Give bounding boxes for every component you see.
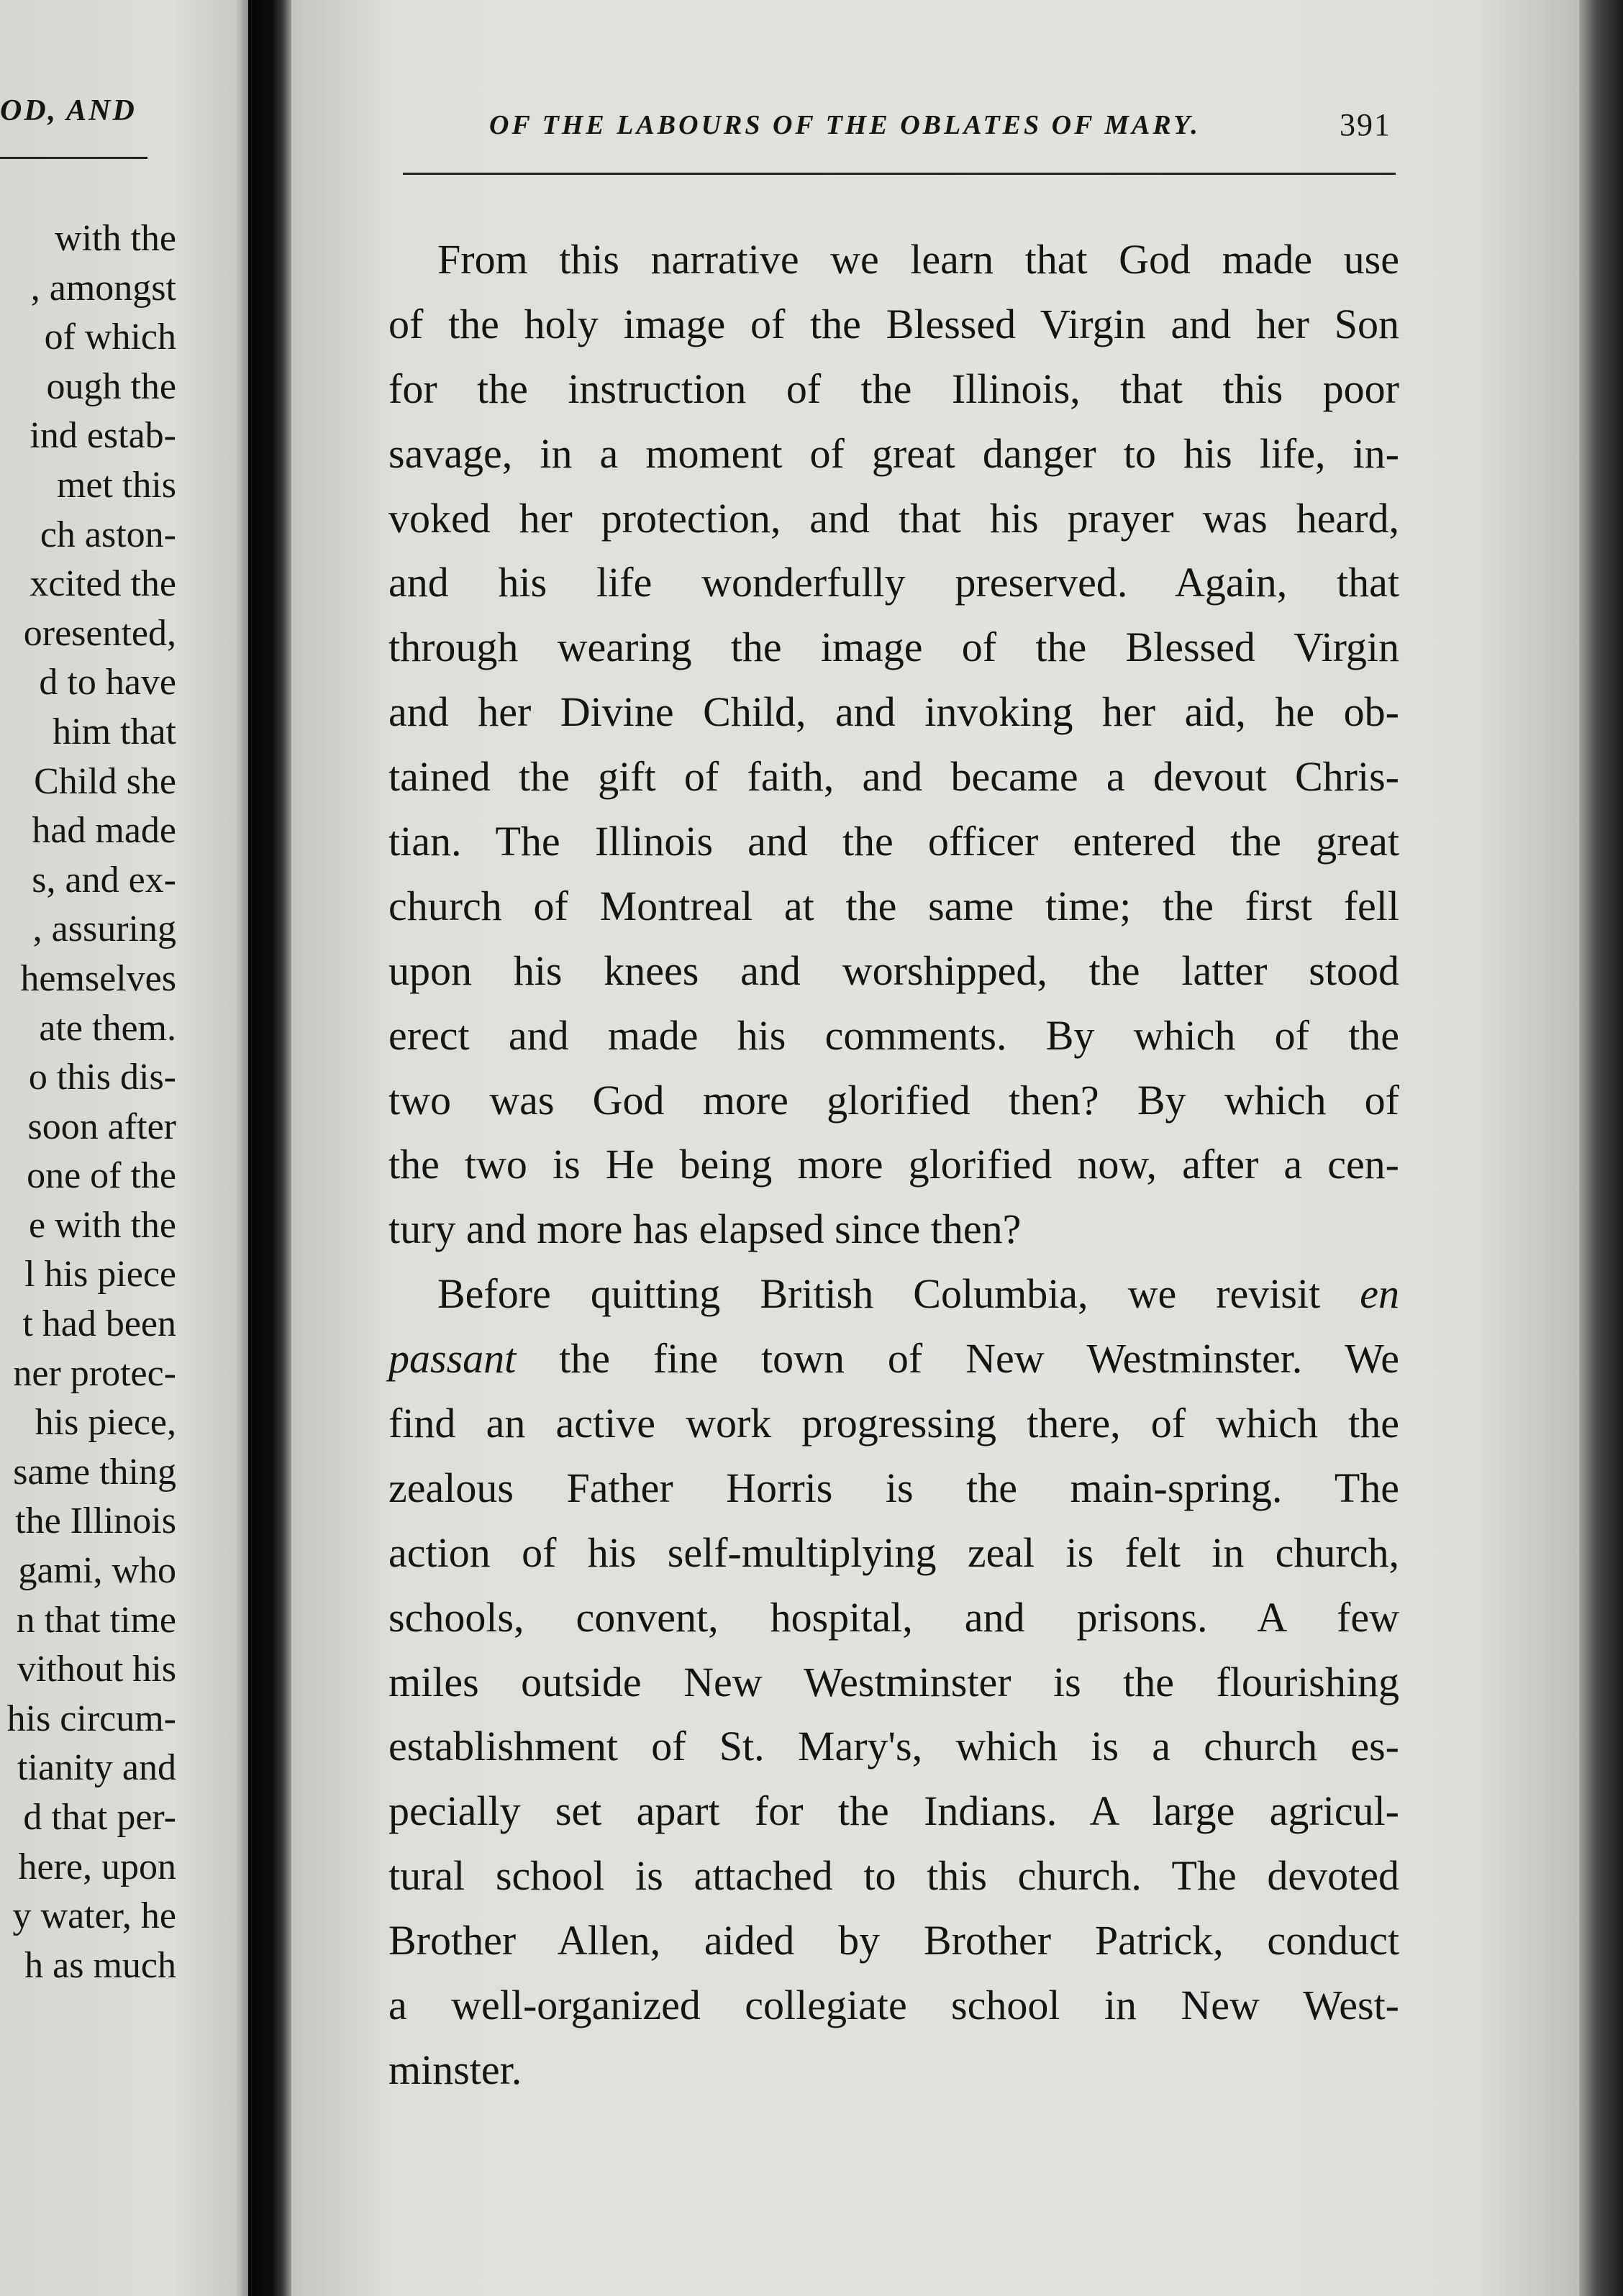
italic-phrase: passant (388, 1335, 517, 1382)
left-text-line: s, and ex- (32, 859, 176, 901)
text-line (388, 1326, 1399, 1391)
left-running-head: OD, AND (0, 94, 137, 127)
text-line: From this narrative we learn that God made use (437, 236, 1399, 283)
left-text-line: ner protec- (13, 1352, 176, 1394)
text-line: tury and more has elapsed since then? (388, 1206, 1022, 1253)
left-text-line: the Illinois (15, 1500, 176, 1542)
left-text-line: same thing (13, 1451, 176, 1493)
text-line: the two is He being more glorified now, after a cen- (388, 1141, 1399, 1188)
left-header-rule (0, 157, 147, 159)
left-text-line: of which (44, 316, 176, 358)
left-text-line: t had been (22, 1303, 176, 1345)
left-text-line: him that (53, 711, 176, 752)
text-line: action of his self-multiplying zeal is felt in church, (388, 1529, 1399, 1576)
text-line: upon his knees and worshipped, the latter stood (388, 947, 1399, 994)
body-text (388, 227, 1399, 2103)
text-line: pecially set apart for the Indians. A large agricul- (388, 1787, 1399, 1835)
left-text-line: n that time (16, 1599, 176, 1641)
left-text-line: one of the (27, 1155, 176, 1197)
left-text-line: with the (55, 218, 176, 259)
page-edge-shadow (1579, 0, 1623, 2296)
text-line: and her Divine Child, and invoking her aid, he ob- (388, 688, 1399, 736)
left-text-line: soon after (27, 1106, 176, 1147)
italic-phrase: en (1360, 1270, 1400, 1318)
left-text-line: met this (56, 464, 176, 506)
left-text-line: d to have (39, 662, 176, 703)
left-text-line: , amongst (30, 267, 176, 309)
header-rule (403, 173, 1396, 175)
text-line: miles outside New Westminster is the flourishing (388, 1658, 1399, 1705)
left-text-line: his piece, (35, 1402, 176, 1444)
text-line: tian. The Illinois and the officer entered the great (388, 818, 1399, 865)
left-text-line: xcited the (29, 563, 176, 605)
left-text-line: gami, who (18, 1550, 176, 1592)
text-line: tural school is attached to this church. The devoted (388, 1852, 1399, 1900)
left-text-line: hemselves (20, 957, 176, 999)
text-line: for the instruction of the Illinois, that this poor (388, 365, 1399, 412)
text-line: schools, convent, hospital, and prisons. A few (388, 1593, 1399, 1641)
left-text-line: y water, he (12, 1895, 176, 1937)
text-line: of the holy image of the Blessed Virgin and her Son (388, 300, 1399, 347)
left-text-line: ch aston- (40, 514, 176, 555)
text-line: zealous Father Horris is the main-spring. The (388, 1464, 1399, 1511)
text-line (388, 1262, 1399, 1326)
paragraph-2 (388, 1262, 1399, 2103)
left-page-text (7, 214, 176, 1990)
text-line: Brother Allen, aided by Brother Patrick, conduct (388, 1917, 1399, 1964)
text-line: minster. (388, 2046, 522, 2093)
text-line: a well-organized collegiate school in New West- (388, 1982, 1399, 2029)
left-text-line: ind estab- (29, 415, 176, 457)
left-text-line: d that per- (23, 1797, 176, 1838)
left-text-line: oresented, (23, 612, 176, 654)
text-line-part: Before quitting British Columbia, we revisit (437, 1270, 1321, 1318)
text-line: tained the gift of faith, and became a devout Chris- (388, 753, 1399, 801)
text-line: and his life wonderfully preserved. Again, that (388, 559, 1399, 606)
book-gutter (248, 0, 291, 2296)
paragraph-1 (388, 227, 1399, 1262)
text-line: establishment of St. Mary's, which is a church es- (388, 1723, 1399, 1770)
left-text-line: o this dis- (28, 1057, 176, 1098)
left-text-line: Child she (34, 760, 176, 802)
running-head: OF THE LABOURS OF THE OBLATES OF MARY. (489, 110, 1201, 140)
left-text-line: had made (32, 810, 176, 852)
left-text-line: h as much (24, 1944, 176, 1986)
left-text-line: here, upon (18, 1846, 176, 1887)
left-text-line: vithout his (17, 1649, 176, 1690)
text-line: erect and made his comments. By which of the (388, 1011, 1399, 1059)
text-line: two was God more glorified then? By which of (388, 1076, 1399, 1124)
left-text-line: , assuring (32, 908, 176, 950)
text-line: savage, in a moment of great danger to his life, in- (388, 429, 1399, 477)
left-text-line: his circum- (6, 1698, 176, 1739)
left-text-line: ate them. (39, 1007, 176, 1049)
text-line: voked her protection, and that his prayer was heard, (388, 494, 1399, 542)
text-line: church of Montreal at the same time; the first fell (388, 882, 1399, 929)
left-text-line: e with the (28, 1204, 176, 1246)
left-text-line: tianity and (17, 1747, 176, 1789)
text-line: find an active work progressing there, of which the (388, 1400, 1399, 1447)
text-line-part: the fine town of New Westminster. We (559, 1335, 1399, 1382)
left-text-line: l his piece (24, 1254, 176, 1295)
page-number: 391 (1340, 107, 1391, 142)
text-line: through wearing the image of the Blessed Virgin (388, 624, 1399, 671)
left-text-line: ough the (46, 365, 176, 407)
left-facing-page (0, 0, 248, 2296)
